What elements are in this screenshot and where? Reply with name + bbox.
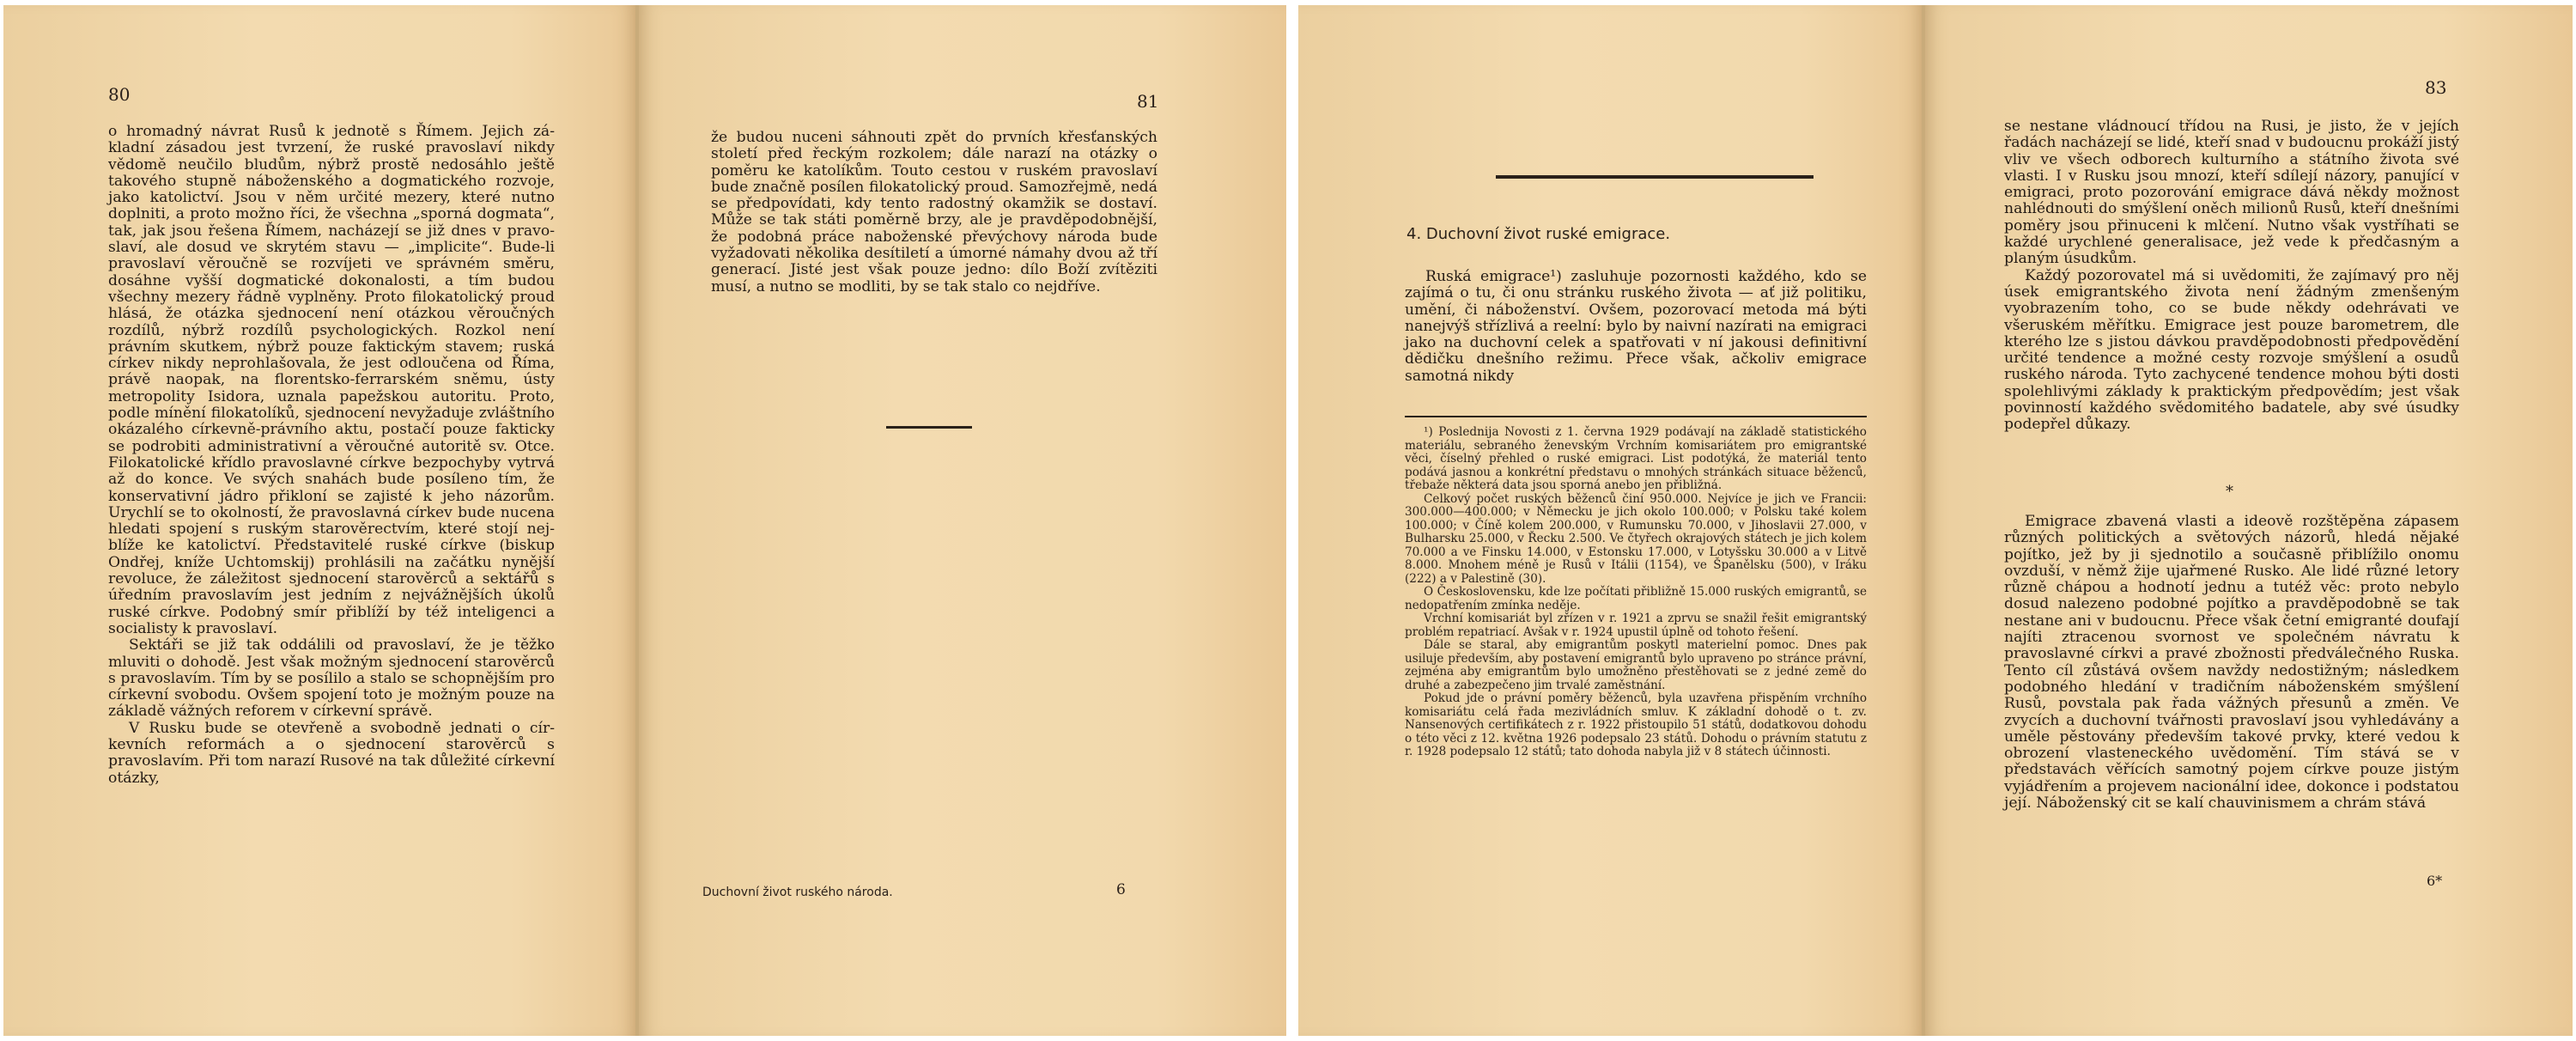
footnotes	[1405, 426, 1867, 759]
page-83-text-continued	[2004, 514, 2459, 812]
footnote: Pokud jde o právní poměry běženců, byla uzavřena přispěním vrchního komisariátu celá řada mezivládních smluv. K základní dohodě o t. zv. Nansenových certifikátech z r. 1922 přistoupilo 51 států, dodatkovou dohodu o této věci z 12. května 1926 podepsalo 23 států. Dohodu o právním statutu z r. 1928 podepsalo 12 států; tato dohoda nabyla již v 8 státech účinnosti.	[1405, 691, 1867, 758]
paragraph: Ruská emigrace¹) zasluhuje pozornosti každého, kdo se zajímá o tu, či onu stránku ruského života — ať již politiku, umění, či náboženství. Ovšem, pozorovací metoda má býti nanejvýš střízlivá a reelní: bylo by naivní nazírati na emigraci jako na duchovní celek a spatřovati v ní jakousi definitivní dědičku dnešního režimu. Přece však, ačkoliv emigrace samotná nikdy	[1405, 268, 1867, 385]
footnote: Dále se staral, aby emigrantům poskytl materielní pomoc. Dnes pak usiluje především, aby postavení emigrantů bylo upraveno po stránce právní, zejména aby emigrantům bylo umožněno přestěhovati se z jedné země do druhé a zabezpečeno jim trvalé zaměstnání.	[1405, 638, 1867, 692]
section-separator: *	[2226, 483, 2233, 501]
signature-line: Duchovní život ruského národa.	[702, 886, 893, 899]
footnote: Vrchní komisariát byl zřízen v r. 1921 a zprvu se snažil řešit emigrantský problém repatriací. Avšak v r. 1924 upustil úplně od tohoto řešení.	[1405, 612, 1867, 639]
page-81-text	[711, 130, 1157, 295]
page-83-text	[2004, 119, 2459, 434]
paragraph: Každý pozorovatel má si uvědomiti, že zajímavý pro něj úsek emigrantského života není žádným zmenšeným vyobrazením toho, co se bude někdy odehrávati ve všeruském měřítku. Emigrace jest pouze barometrem, dle kterého lze s jistou dávkou pravděpodobnosti předpovědění určité tendence a možné cesty rozvoje smýšlení a osudů ruského národa. Tyto zachycené tendence mohou býti dosti spolehlivými základy k praktickým předpovědím; jest však povinností každého svědomitého badatele, aby své úsudky podepřel důkazy.	[2004, 266, 2459, 434]
page-number: 81	[1137, 91, 1159, 112]
page-80	[3, 5, 637, 1036]
paragraph: V Rusku bude se otevřeně a svobodně jednati o církevních reformách a o sjednocení starověrců s pravoslavím. Při tom narazí Rusové na tak důležité církevní otázky,	[108, 719, 555, 787]
page-81	[639, 5, 1286, 1036]
paragraph: že budou nuceni sáhnouti zpět do prvních křesťanských století před řeckým rozkolem; dále narazí na otázky o poměru ke katolíkům. Touto cestou v ruském pravoslaví bude značně posílen filokatolický proud. Samozřejmě, nedá se předpovídati, kdy tento radostný okamžik se dostaví. Může se tak státi poměrně brzy, ale je pravděpodobnější, že podobná práce naboženské převýchovy národa bude vyžadovati několika desítiletí a úmorné námahy dvou až tří generací. Jisté jest však pouze jedno: dílo Boží zvítěziti musí, a nutno se modliti, by se tak stalo co nejdříve.	[711, 129, 1157, 295]
paragraph: Sektáři se již tak oddálili od pravoslaví, že je těžko mluviti o dohodě. Jest však možným sjednocení starověrců s pravoslavím. Tím by se posílilo a stalo se schopnějším pro církevní svobodu. Ovšem spojení toto je možným pouze na základě vážných reforem v církevní správě.	[108, 636, 555, 721]
footnote-rule	[1405, 416, 1867, 417]
chapter-title: 4. Duchovní život ruské emigrace.	[1406, 225, 1671, 243]
footnote: ¹) Poslednija Novosti z 1. června 1929 podávají na základě statistického materiálu, sebraného ženevským Vrchním komisariátem pro emigrantské věci, číselný přehled o ruské emigraci. List podotýká, že materiál tento podává jasnou a konkrétní představu o mnohých stránkách situace běženců, třebaže některá data jsou sporná anebo jen přibližná.	[1405, 425, 1867, 492]
footnote: Celkový počet ruských běženců činí 950.000. Nejvíce je jich ve Francii: 300.000—400.000; v Německu je jich okolo 100.000; v Polsku také kolem 100.000; v Číně kolem 200.000, v Rumunsku 70.000, v Jihoslavii 27.000, v Bulharsku 25.000, v Řecku 2.500. Ve čtyřech okrajových státech je jich kolem 70.000 a ve Finsku 14.000, v Estonsku 17.000, v Lotyšsku 30.000 a v Litvě 8.000. Mnohem méně je Rusů v Itálii (1154), ve Španělsku (500), v Iráku (222) a v Palestině (30).	[1405, 491, 1867, 586]
page-82-text	[1405, 269, 1867, 385]
page-82	[1298, 5, 1923, 1036]
end-of-section-rule	[886, 426, 972, 429]
page-number: 83	[2425, 77, 2447, 98]
page-83	[1925, 5, 2573, 1036]
paragraph: Emigrace zbavená vlasti a ideově rozštěpěna zápasem různých politických a světových názorů, hledá nějaké pojítko, jež by ji sjednotilo a současně přiblížilo onomu ovzduší, v němž žije ujařmené Rusko. Ale lidé různé letory různě chápou a hodnotí jednu a tutéž věc: proto nebylo dosud nalezeno podobné pojítko a pravděpodobně se tak nestane ani v budoucnu. Přece však četní emigranté doufají najíti ztracenou svornost ve společném návratu k pravoslavné církvi a pravé zbožnosti předválečného Ruska. Tento cíl zůstává ovšem navždy nedostižným; následkem podobného hledání v tradičním náboženském smýšlení Rusů, povstala pak řada vážných přesunů a změn. Ve zvycích a duchovní tvářnosti pravoslaví jsou vyhledávány a uměle pěstovány především takové prvky, které vedou k obrození vlasteneckého uvědomění. Tím stává se v představách věřících samotný pojem církve pouze jistým vyjádřením a projevem nacionální idee, dokonce i podstatou její. Náboženský cit se kalí chauvinismem a chrám stává	[2004, 513, 2459, 813]
page-80-text	[108, 124, 555, 787]
signature-number: 6*	[2427, 873, 2443, 889]
page-number: 80	[108, 84, 131, 105]
signature-number: 6	[1116, 881, 1126, 898]
footnote: O Československu, kde lze počítati přibližně 15.000 ruských emigrantů, se nedopatřením zmínka neděje.	[1405, 585, 1867, 612]
chapter-top-rule	[1496, 175, 1814, 179]
paragraph: o hromadný návrat Rusů k jednotě s Římem. Jejich základní zásadou jest tvrzení, že ruské pravoslaví nikdy vědomě neučilo bludům, nýbrž prostě nedosáhlo ještě takového stupně náboženského a dogmatického rozvoje, jako katolictví. Jsou v něm určité mezery, které nutno doplniti, a proto možno říci, že všechna „sporná dogmata“, tak, jak jsou řešena Římem, nacházejí se již dnes v pravoslaví, ale dosud ve skrytém stavu — „implicite“. Bude-li pravoslaví věroučně se rozvíjeti ve správném směru, dosáhne vyšší dogmatické dokonalosti, a tím budou všechny mezery řádně vyplněny. Proto filokatolický proud hlásá, že otázka sjednocení není otázkou věroučných rozdílů, nýbrž rozdílů psychologických. Rozkol není právním skutkem, nýbrž pouze faktickým stavem; ruská církev nikdy neprohlašovala, že jest odloučena od Říma, právě naopak, na florentsko-ferrarském sněmu, ústy metropolity Isidora, uznala papežskou autoritu. Proto, podle mínění filokatolíků, sjednocení nevyžaduje zvláštního okázalého církevně-právního aktu, postačí pouze fakticky se podrobiti administrativní a věroučné autoritě sv. Otce. Filokatolické křídlo pravoslavné církve bezpochyby vytrvá až do konce. Ve svých snahách bude posíleno tím, že konservativní jádro přikloní se zajisté k jeho názorům. Urychlí se to okolností, že pravoslavná církev bude nucena hledati spojení s ruským starověrectvím, které stojí nejblíže ke katolictví. Představitelé ruské církve (biskup Ondřej, kníže Uchtomskij) prohlásili na začátku nynější revoluce, že záležitost sjednocení starověrců a sektářů s úředním pravoslavím jest jedním z nejvážnějších úkolů ruské církve. Podobný smír přiblíží by též inteligenci a socialisty k pravoslaví.	[108, 123, 555, 637]
paragraph: se nestane vládnoucí třídou na Rusi, je jisto, že v jejích řadách nacházejí se lidé, kteří snad v budoucnu prokáží jistý vliv ve všech odborech kulturního a státního života své vlasti. I v Rusku jsou mnozí, kteří sdílejí názory, panující v emigraci, proto pozorování emigrace dává někdy možnost nahlédnouti do smýšlení oněch milionů Rusů, kteří dnešními poměry jsou přinuceni k mlčení. Nutno však vystříhati se každé urychlené generalisace, jež vede k předčasným a planým úsudkům.	[2004, 118, 2459, 268]
